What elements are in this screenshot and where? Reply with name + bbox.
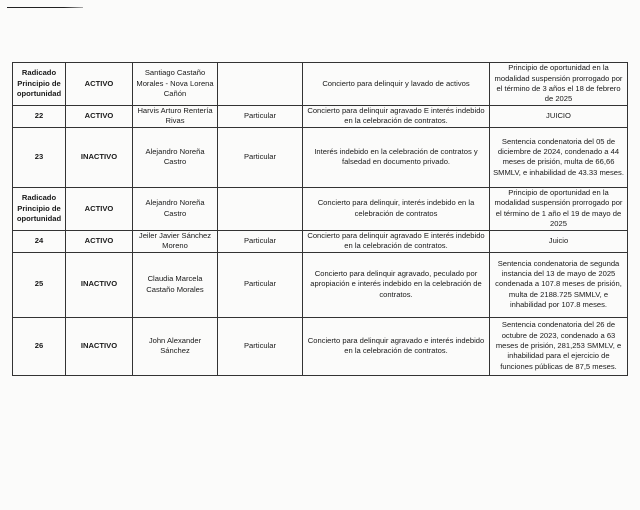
cell-crime: Concierto para delinquir agravado E interés indebido en la celebración de contratos. bbox=[303, 106, 490, 128]
cell-type bbox=[218, 187, 303, 230]
cell-outcome: Sentencia condenatoria de segunda instancia del 13 de mayo de 2025 condenada a 107.8 meses de prisión, multa de 2188.725 SMMLV, e inhabilidad por 107.8 meses. bbox=[490, 252, 628, 317]
cell-outcome: Principio de oportunidad en la modalidad suspensión prorrogado por el término de 1 año el 19 de mayo de 2025 bbox=[490, 187, 628, 230]
cell-status: ACTIVO bbox=[66, 63, 133, 106]
cell-names: Jeiler Javier Sánchez Moreno bbox=[133, 230, 218, 252]
cell-names: Alejandro Noreña Castro bbox=[133, 187, 218, 230]
cell-crime: Concierto para delinquir agravado, peculado por apropiación e interés indebido en la celebración de contratos. bbox=[303, 252, 490, 317]
cell-status: INACTIVO bbox=[66, 127, 133, 187]
cell-status: INACTIVO bbox=[66, 252, 133, 317]
cell-status: ACTIVO bbox=[66, 106, 133, 128]
cell-crime: Concierto para delinquir agravado e interés indebido en la celebración de contratos. bbox=[303, 317, 490, 375]
cell-type: Particular bbox=[218, 106, 303, 128]
cell-type: Particular bbox=[218, 252, 303, 317]
cell-outcome: Juicio bbox=[490, 230, 628, 252]
cell-outcome: Sentencia condenatoria del 26 de octubre de 2023, condenado a 63 meses de prisión, 281,253 SMMLV, e inhabilidad para el ejercicio de funciones públicas de 87,5 meses. bbox=[490, 317, 628, 375]
cell-outcome: Principio de oportunidad en la modalidad suspensión prorrogado por el término de 3 años el 18 de febrero de 2025 bbox=[490, 63, 628, 106]
cell-type: Particular bbox=[218, 127, 303, 187]
cell-id: Radicado Principio de oportunidad bbox=[13, 187, 66, 230]
case-records-table bbox=[12, 62, 628, 376]
table-row bbox=[13, 63, 628, 106]
cell-type: Particular bbox=[218, 317, 303, 375]
header-rule bbox=[7, 7, 83, 8]
table-row bbox=[13, 127, 628, 187]
cell-id: 23 bbox=[13, 127, 66, 187]
table-row bbox=[13, 106, 628, 128]
cell-id: 24 bbox=[13, 230, 66, 252]
cell-names: John Alexander Sánchez bbox=[133, 317, 218, 375]
cell-id: 22 bbox=[13, 106, 66, 128]
cell-id: 26 bbox=[13, 317, 66, 375]
cell-crime: Interés indebido en la celebración de contratos y falsedad en documento privado. bbox=[303, 127, 490, 187]
cell-names: Harvis Arturo Rentería Rivas bbox=[133, 106, 218, 128]
cell-status: INACTIVO bbox=[66, 317, 133, 375]
cell-outcome: JUICIO bbox=[490, 106, 628, 128]
cell-status: ACTIVO bbox=[66, 230, 133, 252]
table-row bbox=[13, 252, 628, 317]
table-row bbox=[13, 187, 628, 230]
cell-crime: Concierto para delinquir, interés indebido en la celebración de contratos bbox=[303, 187, 490, 230]
cell-id: 25 bbox=[13, 252, 66, 317]
cell-status: ACTIVO bbox=[66, 187, 133, 230]
cell-crime: Concierto para delinquir y lavado de activos bbox=[303, 63, 490, 106]
cell-names: Alejandro Noreña Castro bbox=[133, 127, 218, 187]
cell-names: Santiago Castaño Morales - Nova Lorena Cañón bbox=[133, 63, 218, 106]
cell-id: Radicado Principio de oportunidad bbox=[13, 63, 66, 106]
cell-names: Claudia Marcela Castaño Morales bbox=[133, 252, 218, 317]
cell-type bbox=[218, 63, 303, 106]
cell-type: Particular bbox=[218, 230, 303, 252]
table-row bbox=[13, 230, 628, 252]
cell-outcome: Sentencia condenatoria del 05 de diciembre de 2024, condenado a 44 meses de prisión, multa de 66,66 SMMLV, e inhabilidad de 43.33 meses. bbox=[490, 127, 628, 187]
cell-crime: Concierto para delinquir agravado E interés indebido en la celebración de contratos. bbox=[303, 230, 490, 252]
table-row bbox=[13, 317, 628, 375]
